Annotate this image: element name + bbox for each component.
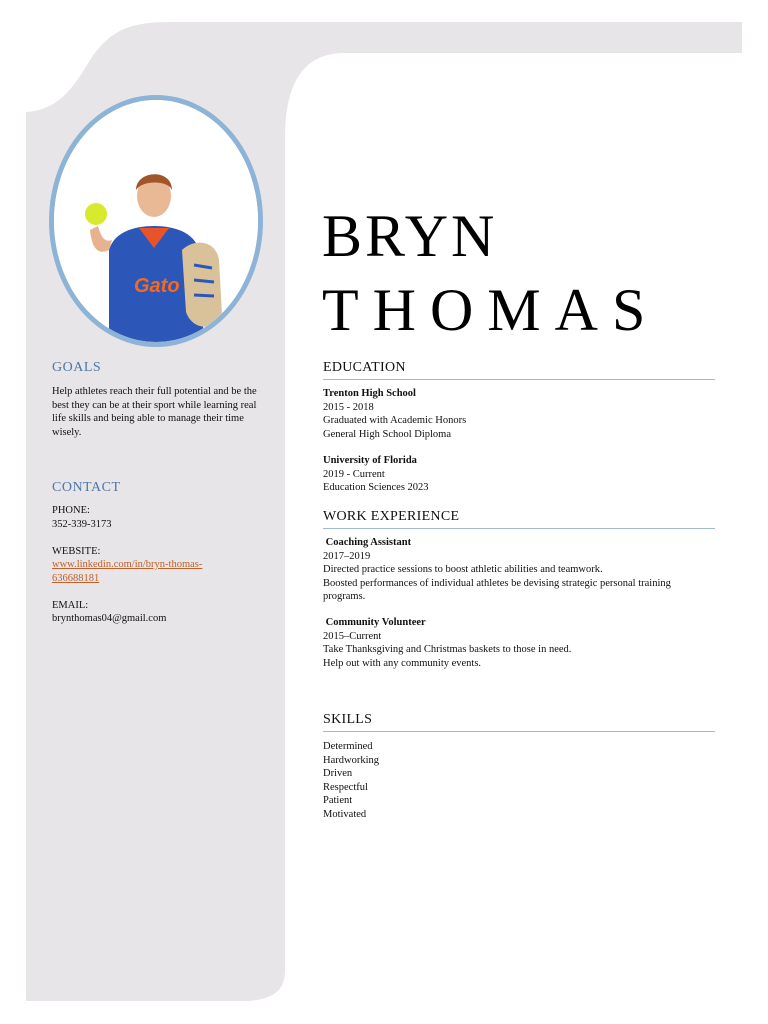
goals-text: Help athletes reach their full potential and be the best they can be at their sport while learning real life skills and being able to manage their time wisely.	[52, 386, 257, 438]
website-link[interactable]	[52, 558, 267, 585]
work-heading: WORK EXPERIENCE	[323, 509, 715, 529]
work-detail: Directed practice sessions to boost athletic abilities and teamwork.	[323, 564, 603, 575]
education-detail: Education Sciences 2023	[323, 482, 429, 493]
phone-value: 352-339-3173	[52, 518, 112, 530]
education-detail: General High School Diploma	[323, 428, 452, 440]
work-detail: Help out with any community events.	[323, 657, 482, 669]
education-heading: EDUCATION	[323, 360, 715, 380]
skill-item: Patient	[323, 795, 353, 806]
skill-item: Hardworking	[323, 754, 379, 766]
work-entry	[323, 616, 715, 670]
goals-heading: GOALS	[52, 360, 102, 375]
work-title: Community Volunteer	[323, 617, 426, 628]
website-label: WEBSITE:	[52, 545, 101, 557]
skill-item: Determined	[323, 741, 373, 752]
skill-item: Motivated	[323, 808, 367, 820]
work-dates: 2015–Current	[323, 630, 382, 642]
work-title: Coaching Assistant	[323, 537, 412, 548]
website-link-line1: www.linkedin.com/in/bryn-thomas-	[52, 559, 203, 570]
website-link-line2: 636688181	[52, 572, 100, 584]
education-school: Trenton High School	[323, 388, 416, 399]
education-detail: Graduated with Academic Honors	[323, 415, 467, 426]
work-detail: Boosted performances of individual athletes be devising strategic personal training programs.	[323, 577, 671, 602]
skills-heading: SKILLS	[323, 712, 715, 732]
education-entry	[323, 387, 715, 441]
education-school: University of Florida	[323, 455, 417, 466]
email-label: EMAIL:	[52, 599, 89, 611]
work-entry	[323, 536, 715, 604]
contact-heading: CONTACT	[52, 480, 121, 495]
contact-block	[52, 504, 267, 626]
education-entry	[323, 454, 715, 495]
phone-label: PHONE:	[52, 505, 90, 516]
profile-photo	[49, 95, 263, 347]
name-last: THOMAS	[322, 277, 660, 343]
skills-list	[323, 740, 715, 821]
skill-item: Driven	[323, 768, 353, 779]
work-detail: Take Thanksgiving and Christmas baskets to those in need.	[323, 644, 572, 655]
name-first: BRYN	[322, 203, 498, 269]
svg-text:Gato: Gato	[134, 275, 180, 297]
work-dates: 2017–2019	[323, 550, 371, 562]
skill-item: Respectful	[323, 781, 368, 793]
education-dates: 2019 - Current	[323, 468, 385, 480]
education-dates: 2015 - 2018	[323, 401, 374, 413]
email-value: brynthomas04@gmail.com	[52, 613, 167, 624]
